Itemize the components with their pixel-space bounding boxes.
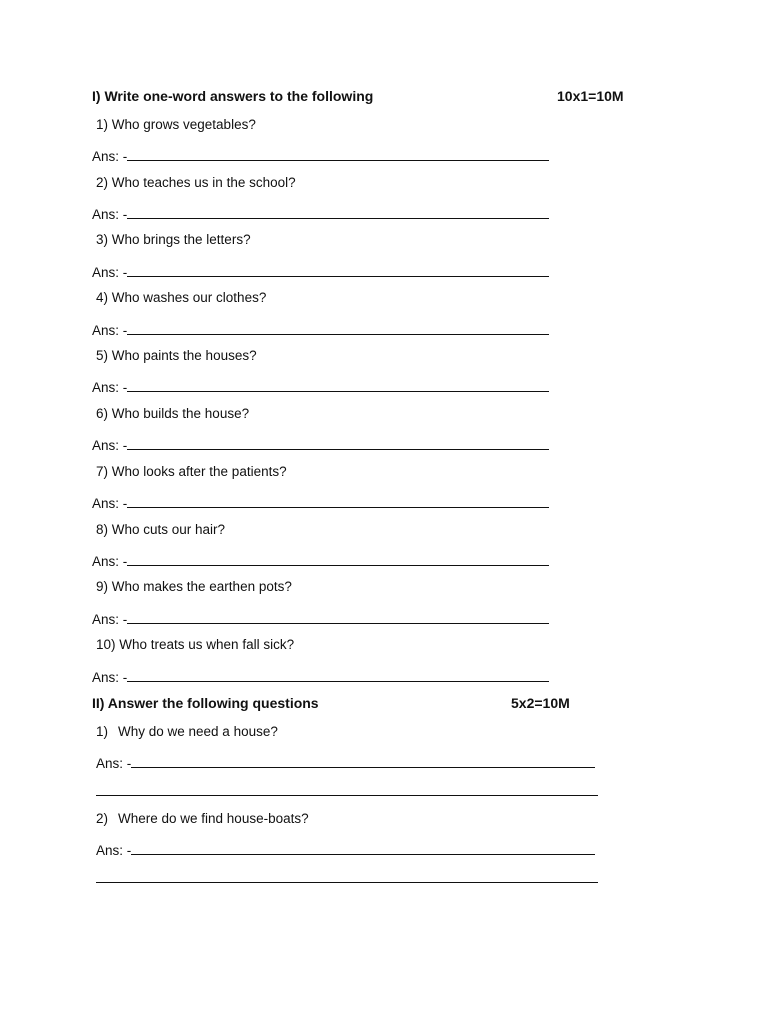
question-number: 2): [96, 811, 109, 826]
answer-label: Ans: -: [92, 265, 128, 280]
answer-line-5[interactable]: [92, 377, 549, 395]
answer-label: Ans: -: [96, 843, 132, 858]
answer-blank[interactable]: [127, 377, 549, 392]
question-text: Why do we need a house?: [118, 724, 278, 739]
answer-line-2[interactable]: [92, 204, 549, 222]
answer-label: Ans: -: [92, 554, 128, 569]
answer-label: Ans: -: [92, 207, 128, 222]
question-7: 7) Who looks after the patients?: [96, 464, 287, 479]
question-number: 1): [96, 724, 109, 739]
answer-blank[interactable]: [127, 262, 549, 277]
answer-line-1[interactable]: [92, 146, 549, 164]
section-2-answer-line-1[interactable]: [96, 753, 595, 771]
section-2-question-1: [96, 724, 278, 739]
answer-label: Ans: -: [92, 380, 128, 395]
section-2-marks: 5x2=10M: [511, 695, 570, 711]
extra-answer-line[interactable]: [96, 882, 598, 883]
answer-blank[interactable]: [127, 320, 549, 335]
question-10: 10) Who treats us when fall sick?: [96, 637, 295, 652]
section-2-question-2: [96, 811, 309, 826]
question-text: Where do we find house-boats?: [118, 811, 309, 826]
answer-line-7[interactable]: [92, 493, 549, 511]
answer-label: Ans: -: [92, 670, 128, 685]
answer-line-8[interactable]: [92, 551, 549, 569]
question-2: 2) Who teaches us in the school?: [96, 175, 296, 190]
answer-blank[interactable]: [127, 493, 549, 508]
question-6: 6) Who builds the house?: [96, 406, 250, 421]
question-4: 4) Who washes our clothes?: [96, 290, 267, 305]
answer-blank[interactable]: [127, 204, 549, 219]
answer-line-10[interactable]: [92, 667, 549, 685]
answer-blank[interactable]: [127, 435, 549, 450]
section-2-answer-line-2[interactable]: [96, 840, 595, 858]
answer-blank[interactable]: [127, 667, 549, 682]
answer-label: Ans: -: [92, 612, 128, 627]
section-1-title: I) Write one-word answers to the following: [92, 88, 374, 104]
answer-blank[interactable]: [127, 146, 549, 161]
answer-blank[interactable]: [131, 840, 595, 855]
question-8: 8) Who cuts our hair?: [96, 522, 226, 537]
section-1-marks: 10x1=10M: [557, 88, 624, 104]
answer-label: Ans: -: [92, 323, 128, 338]
answer-line-3[interactable]: [92, 262, 549, 280]
answer-blank[interactable]: [131, 753, 595, 768]
answer-line-9[interactable]: [92, 609, 549, 627]
answer-blank[interactable]: [127, 609, 549, 624]
question-3: 3) Who brings the letters?: [96, 232, 251, 247]
answer-label: Ans: -: [96, 756, 132, 771]
answer-line-4[interactable]: [92, 320, 549, 338]
answer-line-6[interactable]: [92, 435, 549, 453]
answer-label: Ans: -: [92, 496, 128, 511]
section-2-title: II) Answer the following questions: [92, 695, 319, 711]
question-9: 9) Who makes the earthen pots?: [96, 579, 292, 594]
answer-label: Ans: -: [92, 438, 128, 453]
answer-blank[interactable]: [127, 551, 549, 566]
question-5: 5) Who paints the houses?: [96, 348, 257, 363]
question-1: 1) Who grows vegetables?: [96, 117, 256, 132]
extra-answer-line[interactable]: [96, 795, 598, 796]
answer-label: Ans: -: [92, 149, 128, 164]
